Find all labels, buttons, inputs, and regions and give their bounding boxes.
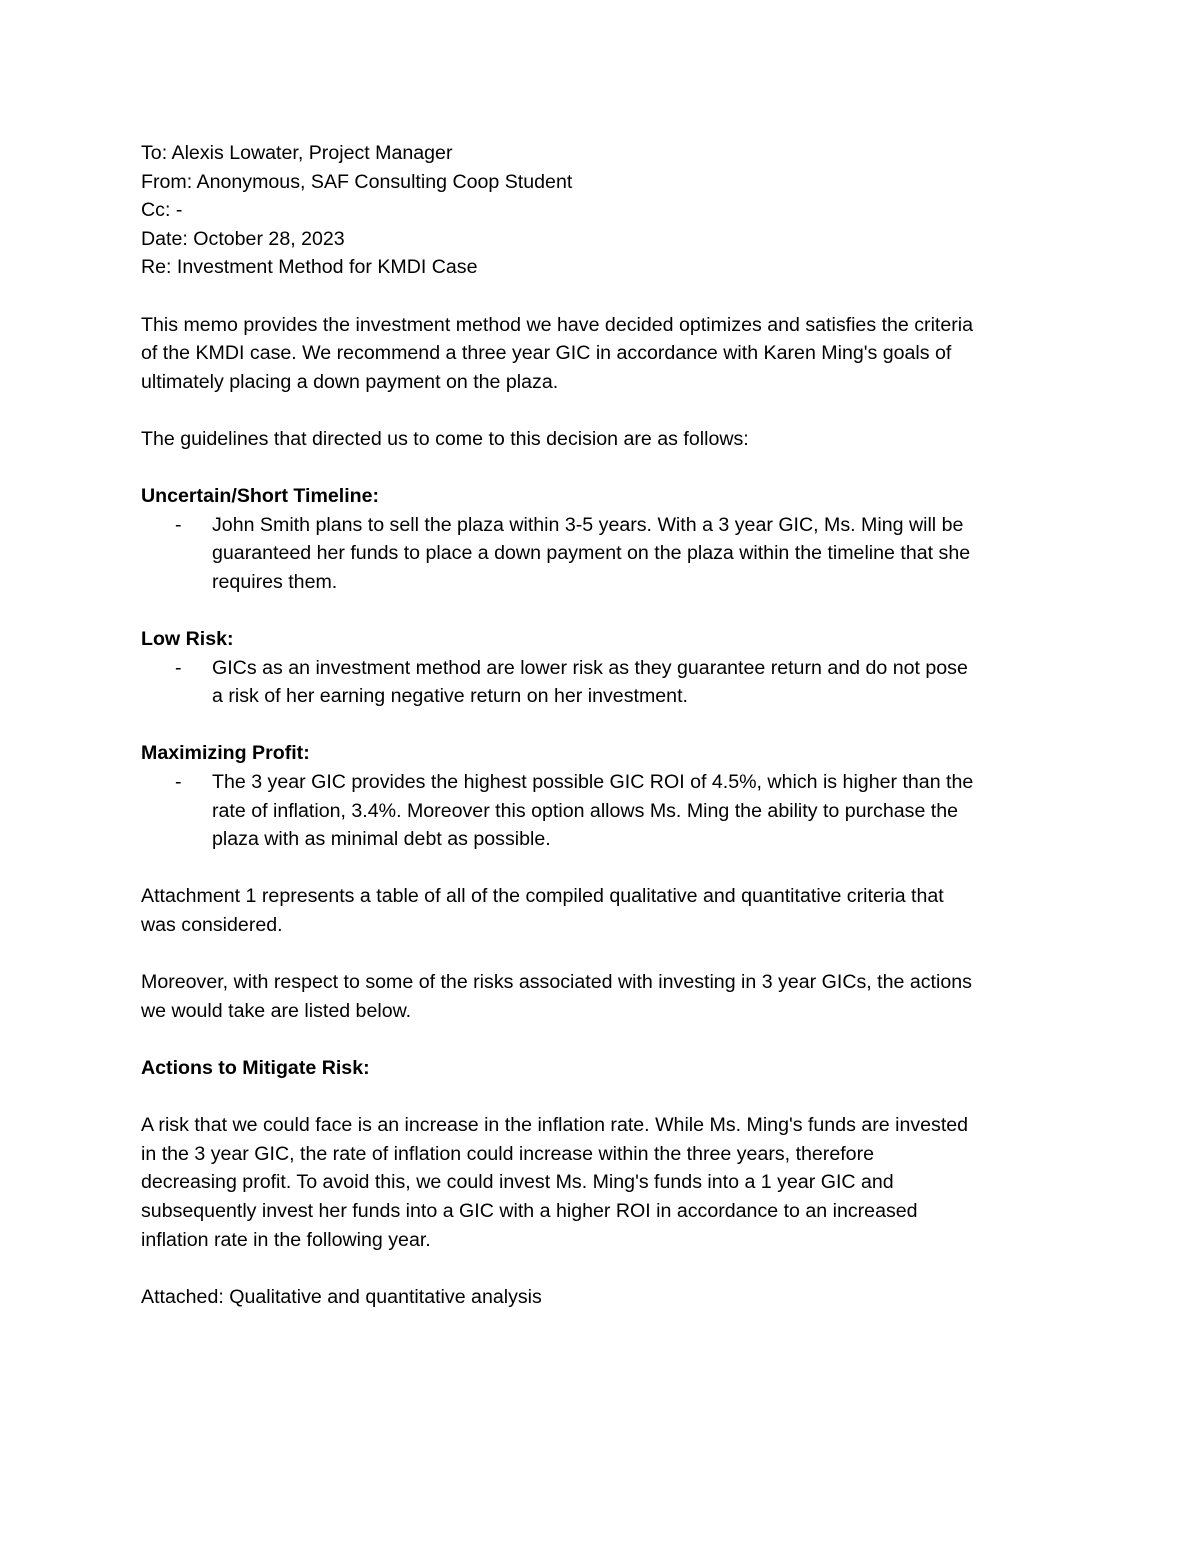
section-heading: Uncertain/Short Timeline: xyxy=(141,485,380,508)
bullet-line: John Smith plans to sell the plaza within 3-5 years. With a 3 year GIC, Ms. Ming will be xyxy=(212,513,964,536)
bullet-line: requires them. xyxy=(212,570,338,593)
bullet-line: a risk of her earning negative return on her investment. xyxy=(212,685,688,708)
memo-cc-line: Cc: - xyxy=(141,199,183,222)
memo-from-line: From: Anonymous, SAF Consulting Coop Student xyxy=(141,170,573,193)
actions-line: decreasing profit. To avoid this, we could invest Ms. Ming's funds into a 1 year GIC and xyxy=(141,1171,894,1194)
guidelines-intro-text: The guidelines that directed us to come to this decision are as follows: xyxy=(141,427,749,450)
bullet-item xyxy=(141,511,1066,597)
actions-paragraph xyxy=(141,1111,1066,1254)
intro-line: ultimately placing a down payment on the plaza. xyxy=(141,370,559,393)
memo-document xyxy=(141,139,1066,1311)
section-low-risk xyxy=(141,625,1066,711)
risks-line: we would take are listed below. xyxy=(141,999,412,1022)
bullet-dash: - xyxy=(175,656,182,679)
actions-line: A risk that we could face is an increase in the inflation rate. While Ms. Ming's funds are invested xyxy=(141,1114,969,1137)
intro-line: of the KMDI case. We recommend a three year GIC in accordance with Karen Ming's goals of xyxy=(141,342,952,365)
risks-paragraph xyxy=(141,968,1066,1025)
section-heading: Low Risk: xyxy=(141,628,234,651)
memo-date-line: Date: October 28, 2023 xyxy=(141,227,345,250)
intro-line: This memo provides the investment method we have decided optimizes and satisfies the criteria xyxy=(141,313,974,336)
attached-line-text: Attached: Qualitative and quantitative analysis xyxy=(141,1285,542,1308)
section-heading: Maximizing Profit: xyxy=(141,742,310,765)
risks-line: Moreover, with respect to some of the risks associated with investing in 3 year GICs, the actions xyxy=(141,971,972,994)
attachment-line: was considered. xyxy=(141,914,283,937)
attached-line xyxy=(141,1283,1066,1312)
bullet-item xyxy=(141,768,1066,854)
bullet-dash: - xyxy=(175,513,182,536)
actions-line: subsequently invest her funds into a GIC with a higher ROI in accordance to an increased xyxy=(141,1199,918,1222)
bullet-line: The 3 year GIC provides the highest possible GIC ROI of 4.5%, which is higher than the xyxy=(212,771,974,794)
intro-paragraph xyxy=(141,311,1066,397)
actions-heading-text: Actions to Mitigate Risk: xyxy=(141,1057,370,1079)
section-uncertain-timeline xyxy=(141,482,1066,596)
bullet-line: guaranteed her funds to place a down payment on the plaza within the timeline that she xyxy=(212,542,971,565)
actions-heading xyxy=(141,1054,1066,1083)
actions-line: inflation rate in the following year. xyxy=(141,1228,431,1251)
actions-line: in the 3 year GIC, the rate of inflation could increase within the three years, therefore xyxy=(141,1142,874,1165)
memo-re-line: Re: Investment Method for KMDI Case xyxy=(141,256,478,279)
bullet-line: rate of inflation, 3.4%. Moreover this option allows Ms. Ming the ability to purchase the xyxy=(212,799,959,822)
section-maximizing-profit xyxy=(141,739,1066,853)
memo-to-line: To: Alexis Lowater, Project Manager xyxy=(141,142,453,164)
bullet-dash: - xyxy=(175,771,182,794)
attachment-line: Attachment 1 represents a table of all of the compiled qualitative and quantitative criteria that xyxy=(141,885,944,908)
guidelines-intro xyxy=(141,425,1066,454)
attachment-paragraph xyxy=(141,882,1066,939)
bullet-item xyxy=(141,654,1066,711)
bullet-line: plaza with as minimal debt as possible. xyxy=(212,828,551,851)
memo-header xyxy=(141,139,1066,282)
bullet-line: GICs as an investment method are lower risk as they guarantee return and do not pose xyxy=(212,656,968,679)
